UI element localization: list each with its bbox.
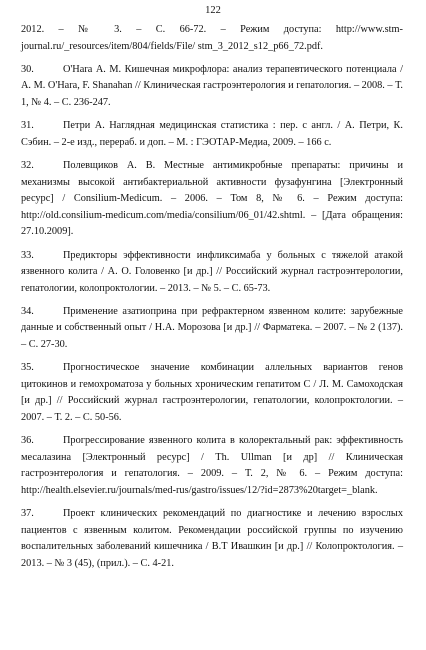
reference-text: Прогностическое значение комбинации аллельных вариантов генов цитокинов и гемохроматоза у больных хроническим гепатитом С / Л. М. Самоходская [и др.] // Российский журнал гастроэнтерологии, гепатологии, колопроктологии. – 2007. – Т. 2. – С. 50-56. bbox=[21, 362, 403, 424]
reference-text: Применение азатиоприна при рефрактерном язвенном колите: зарубежные данные и собственный опыт / Н.А. Морозова [и др.] // Фарматека. – 2007. – № 2 (137). – С. 27-30. bbox=[21, 305, 403, 351]
reference-number: 35. bbox=[21, 362, 34, 374]
reference-entry bbox=[21, 360, 403, 426]
reference-entry bbox=[21, 62, 403, 112]
reference-text: Полевщиков А. В. Местные антимикробные препараты: причины и механизмы высокой антибактериальной активности фузафунгина [Электронный ресурс] / Consilium-Medicum. – 2006. – Том 8, № 6. – Режим доступа: http://old.consilium-medicum.com/media/consilium/06_01/42.shtml. – [Дата обращения: 27.10.2009]. bbox=[21, 159, 403, 238]
reference-number: 33. bbox=[21, 249, 34, 261]
reference-text: Проект клинических рекомендаций по диагностике и лечению взрослых пациентов с язвенным колитом. Рекомендации российской группы по изучению воспалительных заболеваний кишечника / В.Т Ивашкин [и др.] // Колопроктология. – 2013. – № 3 (45), (прил.). – С. 4-21. bbox=[21, 508, 403, 569]
reference-number: 32. bbox=[21, 159, 34, 171]
reference-entry bbox=[21, 304, 403, 354]
reference-entry-continuation bbox=[21, 22, 403, 55]
reference-entry bbox=[21, 158, 403, 241]
page-number: 122 bbox=[205, 5, 221, 16]
reference-text: Предикторы эффективности инфликсимаба у больных с тяжелой атакой язвенного колита / А. О. Головенко [и др.] // Российский журнал гастроэнтерологии, гепатологии, колопроктологии. – 2013. – № 5. – С. 65-73. bbox=[21, 249, 403, 294]
reference-text: O'Hara А. М. Кишечная микрофлора: анализ терапевтического потенциала / А. М. O'Hara, F. Shanahan // Клиническая гастроэнтерология и гепатология. – 2008. – Т. 1, № 4. – С. 236-247. bbox=[21, 63, 403, 108]
reference-number: 36. bbox=[21, 435, 34, 447]
reference-list bbox=[21, 22, 403, 579]
reference-entry bbox=[21, 248, 403, 298]
reference-text: 2012. – № 3. – С. 66-72. – Режим доступа: http://www.stm-journal.ru/_resources/item/804/fields/File/ stm_3_2012_s12_p66_72.pdf. bbox=[21, 24, 403, 52]
reference-text: Прогрессирование язвенного колита в колоректальный рак: эффективность месалазина [Электронный ресурс] / Th. Ullman [и др] // Клиническая гастроэнтерология и гепатология. – 2009. – Т. 2, № 6. – Режим доступа: http://health.elsevier.ru/journals/med-rus/gastro/issues/12/?id=2873%20target=_blank. bbox=[21, 435, 403, 496]
reference-number: 37. bbox=[21, 508, 34, 520]
reference-number: 31. bbox=[21, 120, 34, 132]
reference-entry bbox=[21, 118, 403, 151]
reference-number: 30. bbox=[21, 63, 34, 75]
reference-text: Петри А. Наглядная медицинская статистика : пер. с англ. / А. Петри, К. Сэбин. – 2-е изд., перераб. и доп. – М. : ГЭОТАР-Медиа, 2009. – 166 с. bbox=[21, 120, 403, 148]
reference-entry bbox=[21, 506, 403, 572]
reference-entry bbox=[21, 433, 403, 499]
reference-number: 34. bbox=[21, 305, 34, 317]
